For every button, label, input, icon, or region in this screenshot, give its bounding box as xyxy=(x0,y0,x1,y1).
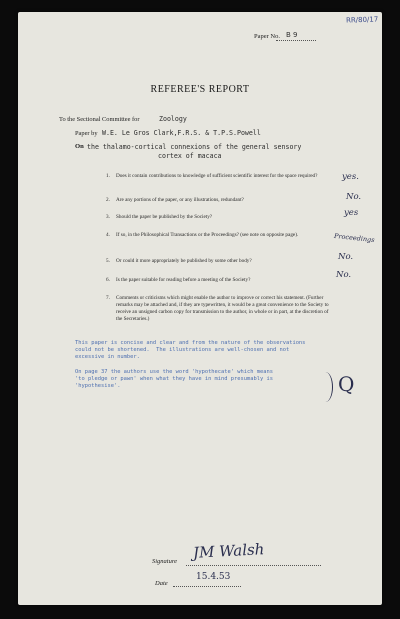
paper-no-line xyxy=(276,40,316,41)
paper-authors: W.E. Le Gros Clark,F.R.S. & T.P.S.Powell xyxy=(102,129,261,137)
question-5: 5. Or could it more appropriately be published by some other body? xyxy=(106,258,252,264)
question-1: 1. Does it contain contributions to knowledge of sufficient scientific interest for the space required? xyxy=(106,173,318,179)
question-2: 2. Are any portions of the paper, or any illustrations, redundant? xyxy=(106,197,244,203)
answer-5: No. xyxy=(338,252,354,262)
date-label: Date xyxy=(155,580,168,587)
question-7: 7. Comments or criticisms which might enable the author to improve or correct his statement. (Further remarks may be attached and, if they are typewritten, it would be a great convenience to the Society to receive an unsigned carbon copy for transmission to the author, in whole or in part, at the discretion of the Secretaries.) xyxy=(106,295,329,322)
answer-6: No. xyxy=(336,270,352,280)
paper-subject-line2: cortex of macaca xyxy=(158,152,222,160)
paper-subject-line1: the thalamo-cortical connexions of the general sensory xyxy=(87,143,302,151)
margin-mark: Q xyxy=(338,372,355,396)
answer-3: yes xyxy=(344,208,359,218)
signature-label: Signature xyxy=(152,558,178,565)
committee-value: Zoology xyxy=(159,115,187,123)
report-title: REFEREE'S REPORT xyxy=(150,84,250,95)
archive-reference: RR/80/17 xyxy=(345,15,379,25)
signature-line xyxy=(186,565,321,566)
paper-by-label: Paper by xyxy=(75,130,98,137)
on-label: On xyxy=(75,143,84,150)
question-6: 6. Is the paper suitable for reading before a meeting of the Society? xyxy=(106,277,251,283)
answer-2: No. xyxy=(346,192,362,202)
paper-no-value: B 9 xyxy=(286,31,298,39)
date-line xyxy=(173,586,241,587)
answer-1: yes. xyxy=(342,172,359,182)
margin-bracket xyxy=(318,372,333,402)
comment-paragraph-1: This paper is concise and clear and from the nature of the observations could not be shortened. The illustrations are well-chosen and not excessive in number. xyxy=(75,340,306,360)
signature-value: JM Walsh xyxy=(192,540,265,562)
referee-report-sheet xyxy=(18,12,382,605)
question-3: 3. Should the paper be published by the Society? xyxy=(106,214,213,220)
paper-no-label: Paper No. xyxy=(254,33,280,40)
question-4: 4. If so, in the Philosophical Transactions or the Proceedings? (see note on opposite page). xyxy=(106,232,299,238)
committee-label: To the Sectional Committee for xyxy=(59,116,140,123)
comment-paragraph-2: On page 37 the authors use the word 'hypothecate' which means 'to pledge or pawn' when what they have in mind presumably is 'hypothesise'. xyxy=(75,369,273,389)
answer-4: Proceedings xyxy=(333,231,375,245)
date-value: 15.4.53 xyxy=(196,572,231,582)
